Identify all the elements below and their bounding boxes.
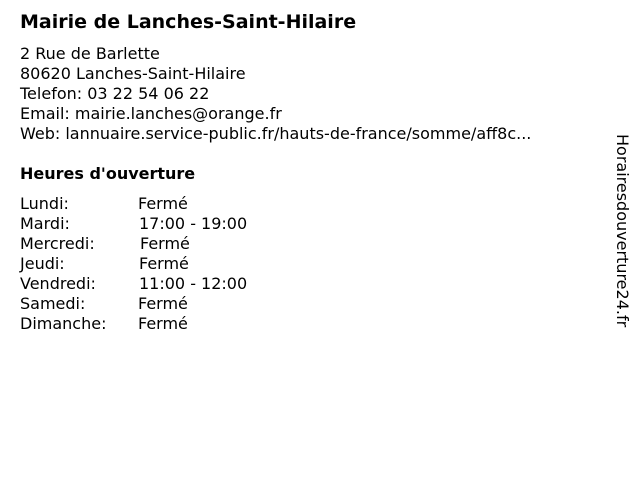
address-city: 80620 Lanches-Saint-Hilaire: [20, 64, 246, 83]
email-line: Email: mairie.lanches@orange.fr: [20, 104, 282, 123]
page-title: Mairie de Lanches-Saint-Hilaire: [20, 11, 357, 33]
site-watermark: Horairesdouverture24.fr: [613, 134, 632, 328]
opening-time: Fermé: [140, 234, 190, 253]
opening-time: Fermé: [138, 194, 188, 213]
opening-time: 17:00 - 19:00: [139, 214, 248, 233]
opening-time: Fermé: [139, 254, 189, 273]
day-label: Lundi:: [20, 194, 69, 213]
contact-block: [20, 44, 531, 144]
day-label: Jeudi:: [20, 254, 65, 273]
day-label: Mercredi:: [20, 234, 95, 253]
hours-heading: Heures d'ouverture: [20, 164, 196, 183]
address-street: 2 Rue de Barlette: [20, 44, 160, 63]
web-line: Web: lannuaire.service-public.fr/hauts-de-france/somme/aff8c...: [20, 124, 532, 143]
phone-line: Telefon: 03 22 54 06 22: [20, 84, 210, 103]
opening-time: 11:00 - 12:00: [139, 274, 248, 293]
day-label: Vendredi:: [20, 274, 96, 293]
day-label: Samedi:: [20, 294, 86, 313]
opening-time: Fermé: [138, 314, 188, 333]
opening-time: Fermé: [138, 294, 188, 313]
day-label: Dimanche:: [20, 314, 107, 333]
day-label: Mardi:: [20, 214, 70, 233]
